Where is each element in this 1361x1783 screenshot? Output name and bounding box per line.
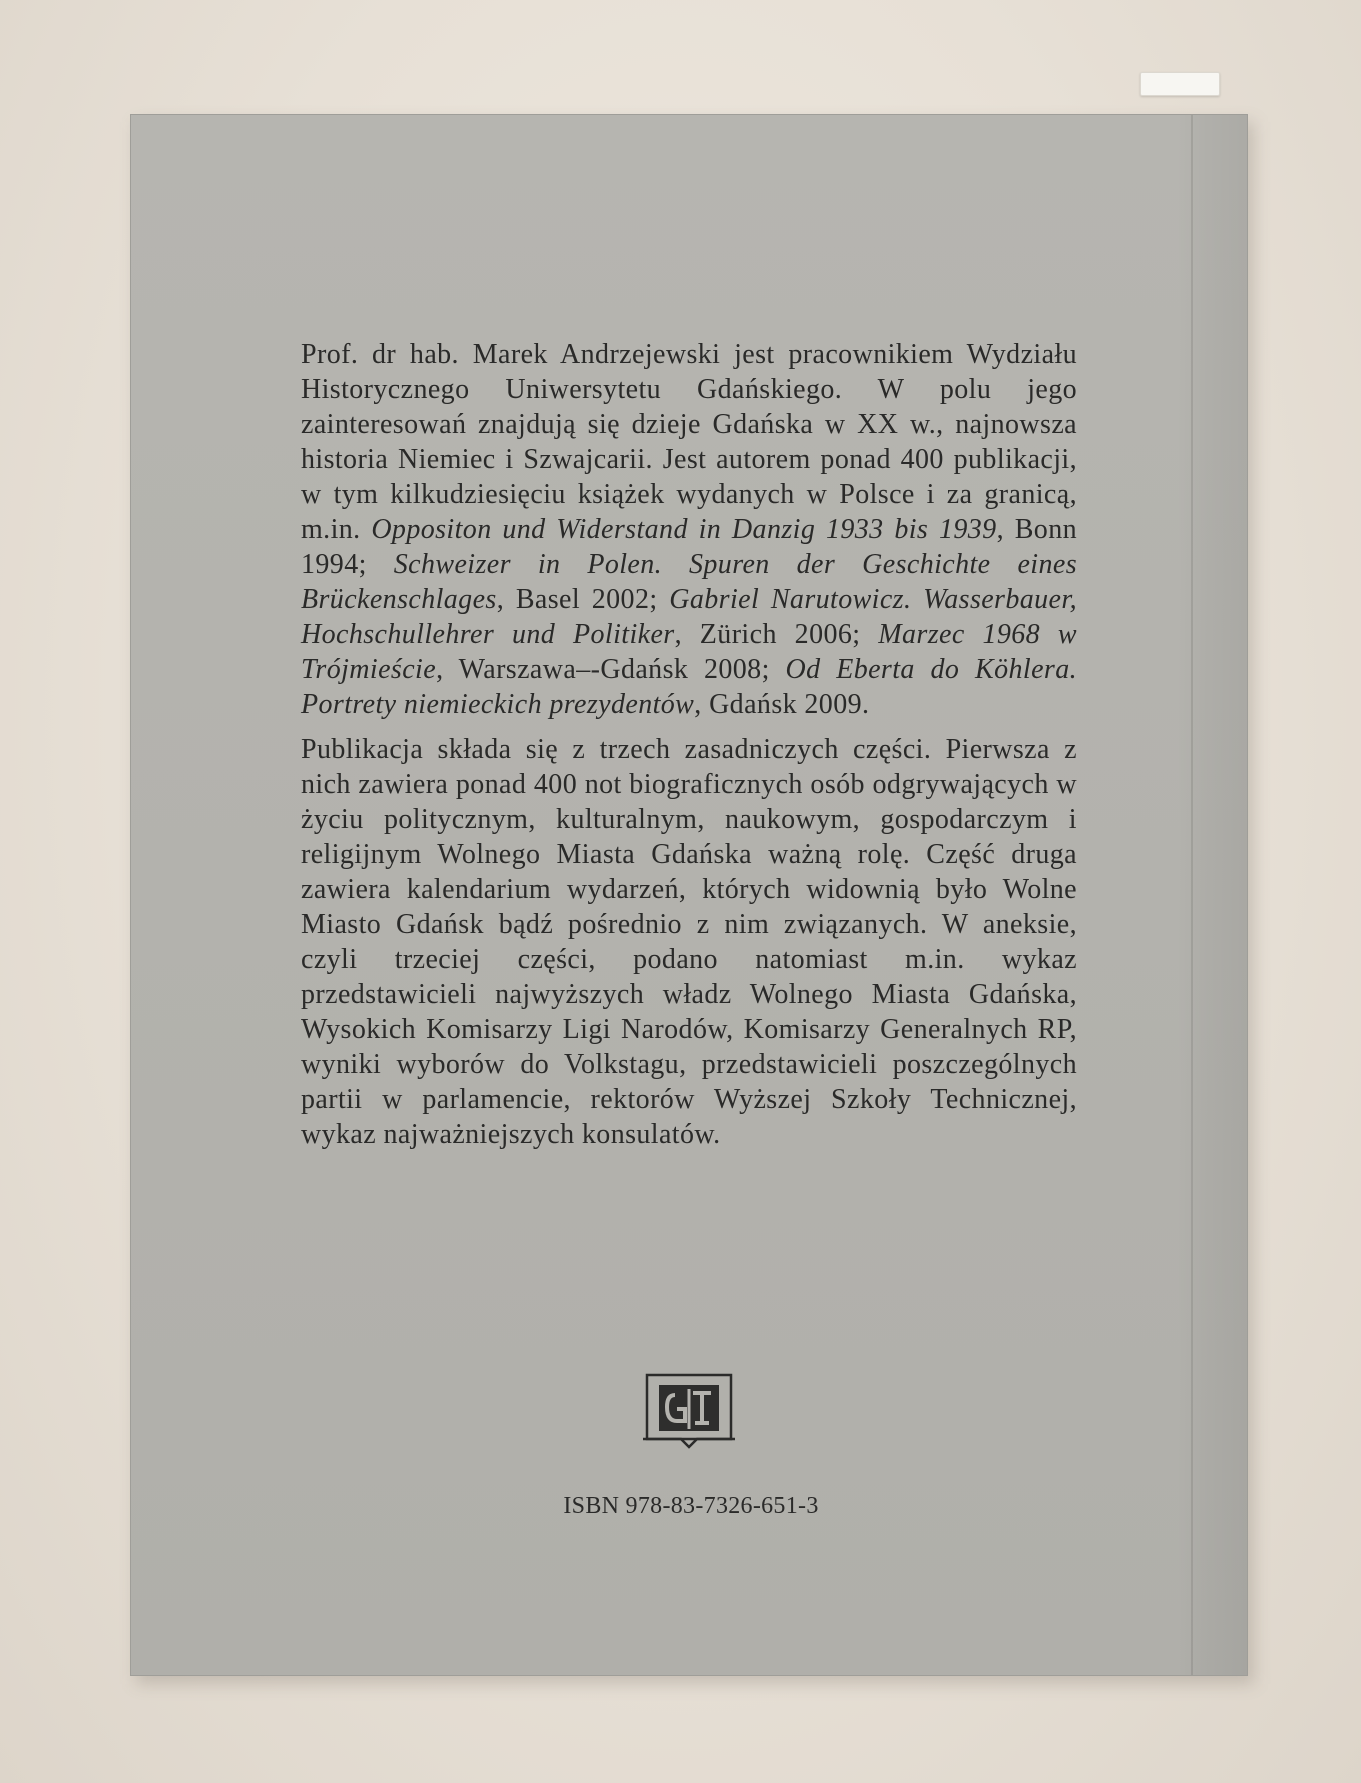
book-title-3: Gabriel Narutowicz. Wasserbauer, Hochschullehrer und Politiker: [301, 584, 1077, 650]
book-title-4: Marzec 1968 w Trójmieście: [301, 619, 1077, 685]
author-bio-paragraph: Prof. dr hab. Marek Andrzejewski jest pracownikiem Wydziału Historycznego Uniwersytetu Gdańskiego. W polu jego zainteresowań znajdują się dzieje Gdańska w XX w., najnowsza historia Niemiec i Szwajcarii. Jest autorem ponad 400 publikacji, w tym kilkudziesięciu książek wydanych w Polsce i za granicą, m.in. Oppositon und Widerstand in Danzig 1933 bis 1939, Bonn 1994; Schweizer in Polen. Spuren der Geschichte eines Brückenschlages, Basel 2002; Gabriel Narutowicz. Wasserbauer, Hochschullehrer und Politiker, Zürich 2006; Marzec 1968 w Trójmieście, Warszawa–-Gdańsk 2008; Od Eberta do Köhlera. Portrety niemieckich prezydentów, Gdańsk 2009.: [301, 339, 1077, 720]
book-title-5: Od Eberta do Köhlera. Portrety niemieckich prezydentów: [301, 654, 1077, 720]
isbn-number: ISBN 978-83-7326-651-3: [563, 1493, 819, 1519]
paper-tab: [1140, 72, 1220, 96]
cover-fold-line: [1191, 115, 1193, 1675]
blurb-text: [301, 337, 1077, 1152]
book-back-cover: [130, 114, 1248, 1676]
publication-description-paragraph: Publikacja składa się z trzech zasadniczych części. Pierwsza z nich zawiera ponad 400 not biograficznych osób odgrywających w życiu politycznym, kulturalnym, naukowym, gospodarczym i religijnym Wolnego Miasta Gdańska ważną rolę. Część druga zawiera kalendarium wydarzeń, których widownią było Wolne Miasto Gdańsk bądź pośrednio z nim związanych. W aneksie, czyli trzeciej części, podano natomiast m.in. wykaz przedstawicieli najwyższych władz Wolnego Miasta Gdańska, Wysokich Komisarzy Ligi Narodów, Komisarzy Generalnych RP, wyniki wyborów do Volkstagu, przedstawicieli poszczególnych partii w parlamencie, rektorów Wyższej Szkoły Technicznej, wykaz najważniejszych konsulatów.: [301, 734, 1077, 1150]
book-title-1: Oppositon und Widerstand in Danzig 1933 bis 1939: [371, 514, 997, 545]
book-title-2: Schweizer in Polen. Spuren der Geschichte eines Brückenschlages: [301, 549, 1077, 615]
publisher-logo-icon: [641, 1371, 737, 1451]
